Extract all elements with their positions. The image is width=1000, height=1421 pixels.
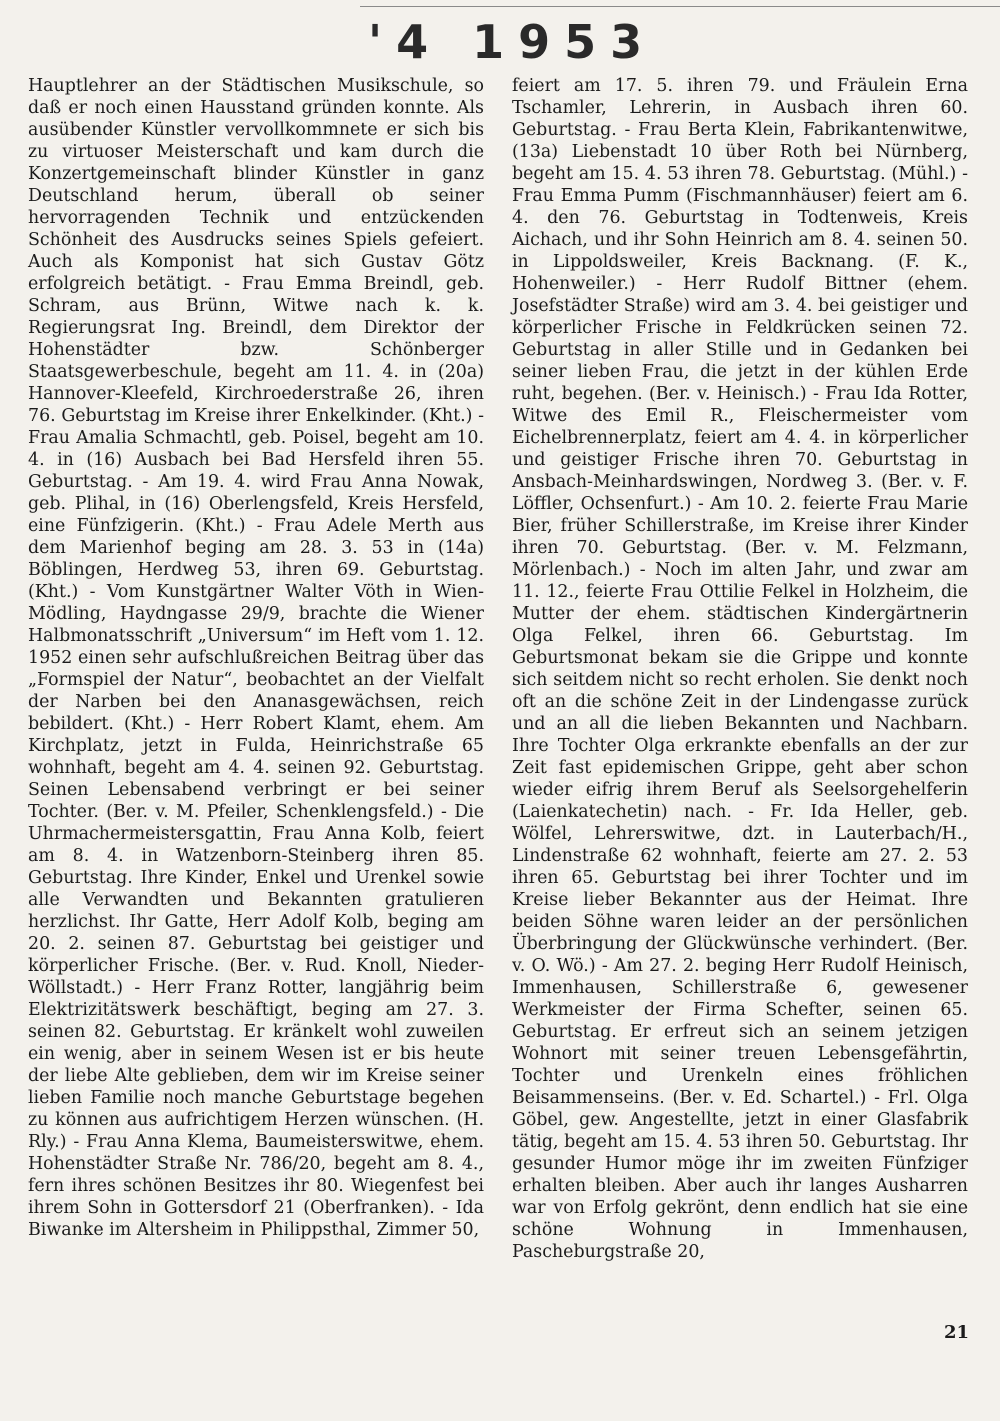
right-column-text: feiert am 17. 5. ihren 79. und Fräulein Erna Tschamler, Lehrerin, in Ausbach ihren 60. Geburtstag. - Frau Berta Klein, Fabrikantenwitwe, (13a) Liebenstadt 10 über Roth bei Nürnberg, begeht am 15. 4. 53 ihren 78. Geburtstag. (Mühl.) - Frau Emma Pumm (Fischmannhäuser) feiert am 6. 4. den 76. Geburtstag in Todtenweis, Kreis Aichach, und ihr Sohn Heinrich am 8. 4. seinen 50. in Lippoldsweiler, Kreis Backnang. (F. K., Hohenweiler.) - Herr Rudolf Bittner (ehem. Josefstädter Straße) wird am 3. 4. bei geistiger und körperlicher Frische in Feldkrücken seinen 72. Geburtstag in aller Stille und in Gedanken bei seiner lieben Frau, die jetzt in der kühlen Erde ruht, begehen. (Ber. v. Heinisch.) - Frau Ida Rotter, Witwe des Emil R., Fleischermeister vom Eichelbrennerplatz, feiert am 4. 4. in körperlicher und geistiger Frische ihren 70. Geburtstag in Ansbach-Meinhardswingen, Nordweg 3. (Ber. v. F. Löffler, Ochsenfurt.) - Am 10. 2. feierte Frau Marie Bier, früher Schillerstraße, im Kreise ihrer Kinder ihren 70. Geburtstag. (Ber. v. M. Felzmann, Mörlenbach.) - Noch im alten Jahr, und zwar am 11. 12., feierte Frau Ottilie Felkel in Holzheim, die Mutter der ehem. städtischen Kindergärtnerin Olga Felkel, ihren 66. Geburtstag. Im Geburtsmonat bekam sie die Grippe und konnte sich seitdem nicht so recht erholen. Sie denkt noch oft an die schöne Zeit in der Lindengasse zurück und an all die lieben Bekannten und Nachbarn. Ihre Tochter Olga erkrankte ebenfalls an der zur Zeit fast epidemischen Grippe, geht aber schon wieder eifrig ihrem Beruf als Seelsorgehelferin (Laienkatechetin) nach. - Fr. Ida Heller, geb. Wölfel, Lehrerswitwe, dzt. in Lauterbach/H., Lindenstraße 62 wohnhaft, feierte am 27. 2. 53 ihren 65. Geburtstag bei ihrer Tochter und im Kreise lieber Bekannter aus der Heimat. Ihre beiden Söhne waren leider an der persönlichen Überbringung der Glückwünsche verhindert. (Ber. v. O. Wö.) - Am 27. 2. beging Herr Rudolf Heinisch, Immenhausen, Schillerstraße 6, gewesener Werkmeister der Firma Schefter, seinen 65. Geburtstag. Er erfreut sich an seinem jetzigen Wohnort mit seiner treuen Lebensgefährtin, Tochter und Urenkeln eines fröhlichen Beisammenseins. (Ber. v. Ed. Schartel.) - Frl. Olga Göbel, gew. Angestellte, jetzt in einer Glasfabrik tätig, begeht am 15. 4. 53 ihren 50. Geburtstag. Ihr gesunder Humor möge ihr im zweiten Fünfziger erhalten bleiben. Aber auch ihr langes Ausharren war von Erfolg gekrönt, denn endlich hat sie eine schöne Wohnung in Immenhausen, Pascheburgstraße 20, bbox=[512, 76, 968, 1262]
left-column-text: Hauptlehrer an der Städtischen Musikschule, so daß er noch einen Hausstand gründen konnte. Als ausübender Künstler vervollkommnete er sich bis zu virtuoser Meisterschaft und kam durch die Konzertgemeinschaft blinder Künstler in ganz Deutschland herum, überall ob seiner hervorragenden Technik und entzückenden Schönheit des Ausdrucks seines Spiels gefeiert. Auch als Komponist hat sich Gustav Götz erfolgreich betätigt. - Frau Emma Breindl, geb. Schram, aus Brünn, Witwe nach k. k. Regierungsrat Ing. Breindl, dem Direktor der Hohenstädter bzw. Schönberger Staatsgewerbeschule, begeht am 11. 4. in (20a) Hannover-Kleefeld, Kirchroederstraße 26, ihren 76. Geburtstag im Kreise ihrer Enkelkinder. (Kht.) - Frau Amalia Schmachtl, geb. Poisel, begeht am 10. 4. in (16) Ausbach bei Bad Hersfeld ihren 55. Geburtstag. - Am 19. 4. wird Frau Anna Nowak, geb. Plihal, in (16) Oberlengsfeld, Kreis Hersfeld, eine Fünfzigerin. (Kht.) - Frau Adele Merth aus dem Marienhof beging am 28. 3. 53 in (14a) Böblingen, Herdweg 53, ihren 69. Geburtstag. (Kht.) - Vom Kunstgärtner Walter Vöth in Wien-Mödling, Haydngasse 29/9, brachte die Wiener Halbmonatsschrift „Universum“ im Heft vom 1. 12. 1952 einen sehr aufschlußreichen Beitrag über das „Formspiel der Natur“, beobachtet an der Vielfalt der Narben bei den Ananasgewächsen, reich bebildert. (Kht.) - Herr Robert Klamt, ehem. Am Kirchplatz, jetzt in Fulda, Heinrichstraße 65 wohnhaft, begeht am 4. 4. seinen 92. Geburtstag. Seinen Lebensabend verbringt er bei seiner Tochter. (Ber. v. M. Pfeiler, Schenklengsfeld.) - Die Uhrmachermeistersgattin, Frau Anna Kolb, feiert am 8. 4. in Watzenborn-Steinberg ihren 85. Geburtstag. Ihre Kinder, Enkel und Urenkel sowie alle Verwandten und Bekannten gratulieren herzlichst. Ihr Gatte, Herr Adolf Kolb, beging am 20. 2. seinen 87. Geburtstag bei geistiger und körperlicher Frische. (Ber. v. Rud. Knoll, Nieder-Wöllstadt.) - Herr Franz Rotter, langjährig beim Elektrizitätswerk beschäftigt, beging am 27. 3. seinen 82. Geburtstag. Er kränkelt wohl zuweilen ein wenig, aber in seinem Wesen ist er bis heute der liebe Alte geblieben, dem wir im Kreise seiner lieben Familie noch manche Geburtstage begehen zu können aus aufrichtigem Herzen wünschen. (H. Rly.) - Frau Anna Klema, Baumeisterswitwe, ehem. Hohenstädter Straße Nr. 786/20, begeht am 8. 4., fern ihres schönen Besitzes ihr 80. Wiegenfest bei ihrem Sohn in Gottersdorf 21 (Oberfranken). - Ida Biwanke im Altersheim in Philippsthal, Zimmer 50, bbox=[28, 76, 484, 1240]
top-rule bbox=[360, 6, 1000, 7]
date-stamp: '4 1953 bbox=[368, 15, 657, 69]
left-column bbox=[28, 75, 484, 1241]
page-number: 21 bbox=[944, 1322, 970, 1343]
right-column bbox=[512, 75, 968, 1263]
